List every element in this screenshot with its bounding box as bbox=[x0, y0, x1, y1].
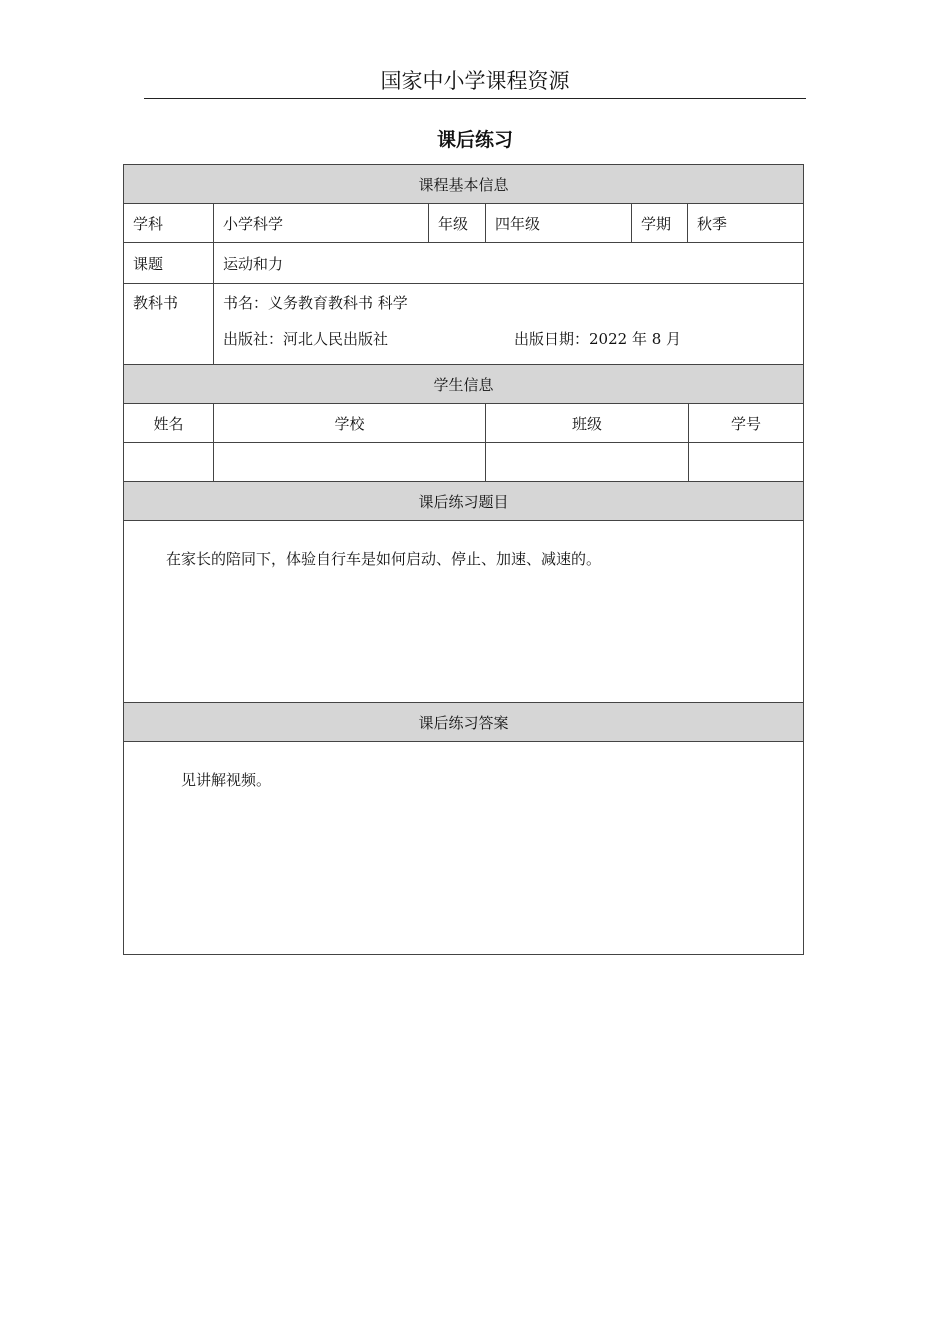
subject-label: 学科 bbox=[124, 204, 214, 243]
term-label: 学期 bbox=[632, 204, 688, 243]
topic-value: 运动和力 bbox=[214, 243, 804, 284]
publisher: 出版社：河北人民出版社 bbox=[223, 330, 389, 348]
publisher-line bbox=[223, 328, 794, 364]
student-number-field[interactable] bbox=[689, 443, 804, 482]
exercise-form-table bbox=[123, 164, 804, 955]
subject-value: 小学科学 bbox=[214, 204, 429, 243]
student-number-label: 学号 bbox=[689, 404, 804, 443]
school-field[interactable] bbox=[214, 443, 486, 482]
exercise-question: 在家长的陪同下，体验自行车是如何启动、停止、加速、减速的。 bbox=[166, 550, 602, 568]
exercise-section-header: 课后练习题目 bbox=[124, 482, 804, 521]
page-header: 国家中小学课程资源 bbox=[144, 66, 806, 99]
grade-value: 四年级 bbox=[486, 204, 632, 243]
name-label: 姓名 bbox=[124, 404, 214, 443]
publish-date: 出版日期：2022 年 8 月 bbox=[514, 330, 682, 348]
book-name: 书名：义务教育教科书 科学 bbox=[223, 294, 408, 312]
term-value: 秋季 bbox=[688, 204, 804, 243]
answer-section-header: 课后练习答案 bbox=[124, 703, 804, 742]
course-info-section-header: 课程基本信息 bbox=[124, 165, 804, 204]
school-label: 学校 bbox=[214, 404, 486, 443]
class-field[interactable] bbox=[486, 443, 689, 482]
name-field[interactable] bbox=[124, 443, 214, 482]
answer-content bbox=[124, 742, 804, 955]
exercise-content bbox=[124, 521, 804, 703]
grade-label: 年级 bbox=[429, 204, 486, 243]
class-label: 班级 bbox=[486, 404, 689, 443]
textbook-info bbox=[214, 284, 804, 365]
topic-label: 课题 bbox=[124, 243, 214, 284]
answer-text: 见讲解视频。 bbox=[181, 771, 272, 789]
textbook-label: 教科书 bbox=[124, 284, 214, 365]
student-info-section-header: 学生信息 bbox=[124, 365, 804, 404]
document-title: 课后练习 bbox=[436, 129, 513, 151]
